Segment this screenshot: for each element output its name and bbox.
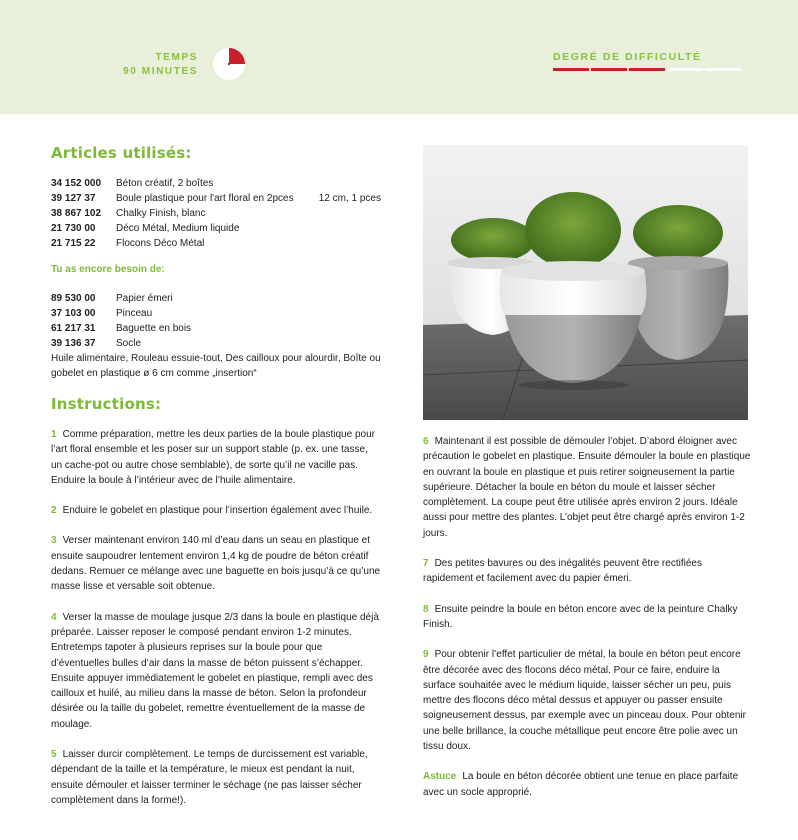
step-text: Ensuite peindre la boule en béton encore avec de la peinture Chalky Finish.: [423, 603, 738, 630]
article-code: 34 152 000: [51, 178, 102, 189]
article-code: 21 715 22: [51, 238, 96, 249]
needed-code: 39 136 37: [51, 338, 96, 349]
article-row: [51, 221, 381, 236]
step-number: 6: [423, 436, 429, 447]
step-text: Laisser durcir complètement. Le temps de durcissement est variable, dépendant de la taille et la température, le mieux est pendant la nuit, ensuite démouler et laisser terminer le séchage (ne pas laisser sécher complètement dans la forme!).: [51, 749, 368, 806]
step-number: 1: [51, 429, 57, 440]
needed-code: 61 217 31: [51, 323, 96, 334]
step-number: 5: [51, 749, 57, 761]
step-text: Enduire le gobelet en plastique pour l’insertion également avec l’huile.: [62, 505, 373, 517]
step-text: Maintenant il est possible de démouler l’objet. D’abord éloigner avec précaution le gobelet en plastique. Ensuite démouler la boule en plastique en ouvrant la boule en plastique et puis retirer soigneusement la partie supérieure. Détacher la boule en béton du moule et laisser sécher complètement. La coupe peut être utilisée après environ 2 jours. Idéale aussi pour mettre des plantes. L’objet peut être chargé après environ 1-2 jours.: [423, 436, 751, 539]
instruction-step: [51, 610, 381, 732]
needed-row: [51, 306, 381, 321]
step-number: 2: [51, 505, 57, 517]
time-label: TEMPS: [155, 52, 198, 63]
difficulty-bar: [553, 68, 589, 71]
article-desc: Béton créatif, 2 boîtes: [116, 178, 214, 189]
header-band: [0, 0, 798, 114]
step-text: Verser maintenant environ 140 ml d’eau dans un seau en plastique et ensuite saupoudrer lentement environ 1,4 kg de poudre de béton créatif dedans. Remuer ce mélange avec une baguette en bois jusqu’à ce qu’une masse lisse et versable soit obtenue.: [51, 535, 381, 593]
instruction-step: [51, 747, 381, 808]
step-number: 8: [423, 603, 429, 615]
needed-misc: Huile alimentaire, Rouleau essuie-tout, Des cailloux pour alourdir, Boîte ou gobelet en plastique ø 6 cm comme „insertion“: [51, 353, 381, 379]
article-desc: Chalky Finish, blanc: [116, 208, 206, 219]
clock-time-wedge: [229, 48, 245, 64]
article-desc: Boule plastique pour l'art floral en 2pces: [116, 193, 294, 204]
tip-label: Astuce: [423, 771, 457, 783]
article-code: 21 730 00: [51, 223, 96, 234]
difficulty-bar: [667, 68, 703, 71]
step-number: 4: [51, 611, 57, 623]
article-extra: 12 cm, 1 pces: [318, 193, 381, 204]
needed-title: Tu as encore besoin de:: [51, 264, 165, 275]
tip-text: La boule en béton décorée obtient une tenue en place parfaite avec un socle approprié.: [423, 771, 739, 798]
needed-row: [51, 336, 381, 351]
needed-code: 37 103 00: [51, 308, 96, 319]
article-row: [51, 236, 381, 251]
article-row: [51, 176, 381, 191]
articles-list: [51, 176, 381, 251]
instruction-step: [51, 503, 381, 518]
needed-list: [51, 291, 381, 351]
article-desc: Flocons Déco Métal: [116, 238, 205, 249]
tip: [423, 769, 753, 800]
step-text: Comme préparation, mettre les deux parties de la boule plastique pour l’art floral ensemble et les poser sur un support stable (p. ex. une tasse, un cache-pot ou autre chose semblable), de sorte qu’il ne vacille pas. Enduire la boule à l’intérieur avec de l’huile alimentaire.: [51, 429, 375, 486]
instructions-steps-right: [423, 434, 753, 754]
instruction-step: [423, 434, 753, 541]
difficulty-bar: [591, 68, 627, 71]
article-row: [51, 206, 381, 221]
article-desc: Déco Métal, Medium liquide: [116, 223, 240, 234]
time-value: 90 MINUTES: [123, 66, 198, 77]
concrete-planters-photo: [423, 145, 748, 420]
instruction-step: [423, 647, 753, 754]
difficulty-bar: [629, 68, 665, 71]
article-row: [51, 191, 381, 206]
step-number: 7: [423, 558, 429, 570]
needed-desc: Papier émeri: [116, 293, 173, 304]
article-code: 39 127 37: [51, 193, 96, 204]
needed-row: [51, 291, 381, 306]
right-column: [423, 434, 753, 815]
step-number: 3: [51, 535, 57, 547]
difficulty-label: DEGRÉ DE DIFFICULTÉ: [553, 51, 702, 63]
needed-desc: Socle: [116, 338, 142, 349]
instructions-steps-left: [51, 427, 381, 808]
step-text: Pour obtenir l’effet particulier de métal, la boule en béton peut encore être décorée avec des flocons déco métal. Pour ce faire, enduire la surface souhaitée avec le médium liquide, laisser sécher un peu, puis mettre des flocons déco métal dessus et appuyer ou passer ensuite soigneusement dessus, par exemple avec un pinceau doux. Pour obtenir une belle brillance, la couche métallique peut encore être polie avec un tissu doux.: [423, 649, 746, 753]
left-column: [51, 144, 381, 823]
clock-icon: [212, 47, 246, 81]
articles-title: Articles utilisés:: [51, 144, 192, 162]
difficulty-meter: [553, 68, 741, 71]
step-text: Des petites bavures ou des inégalités peuvent être rectifiées rapidement et facilement avec du papier émeri.: [423, 558, 702, 585]
needed-desc: Pinceau: [116, 308, 153, 319]
needed-row: [51, 321, 381, 336]
instruction-step: [51, 427, 381, 488]
article-code: 38 867 102: [51, 208, 102, 219]
step-number: 9: [423, 649, 429, 661]
difficulty-bar: [705, 68, 741, 71]
instruction-step: [51, 533, 381, 594]
instruction-step: [423, 556, 753, 587]
instructions-title: Instructions:: [51, 395, 162, 413]
instruction-step: [423, 602, 753, 633]
step-text: Verser la masse de moulage jusque 2/3 dans la boule en plastique déjà préparée. Laisser reposer le composé pendant environ 1-2 minutes. Entretemps tapoter à plusieurs reprises sur la boule pour que d’éventuelles bulles d’air dans la masse de béton puissent s’échapper. Ensuite appuyer immédiatement le gobelet en plastique, rempli avec des cailloux et huilé, au milieu dans la masse de béton. Selon la profondeur désirée ou la taille du gobelet, remettre éventuellement de la masse de moulage.: [51, 611, 379, 730]
time-label-block: [123, 51, 198, 79]
needed-code: 89 530 00: [51, 293, 96, 304]
needed-desc: Baguette en bois: [116, 323, 192, 334]
